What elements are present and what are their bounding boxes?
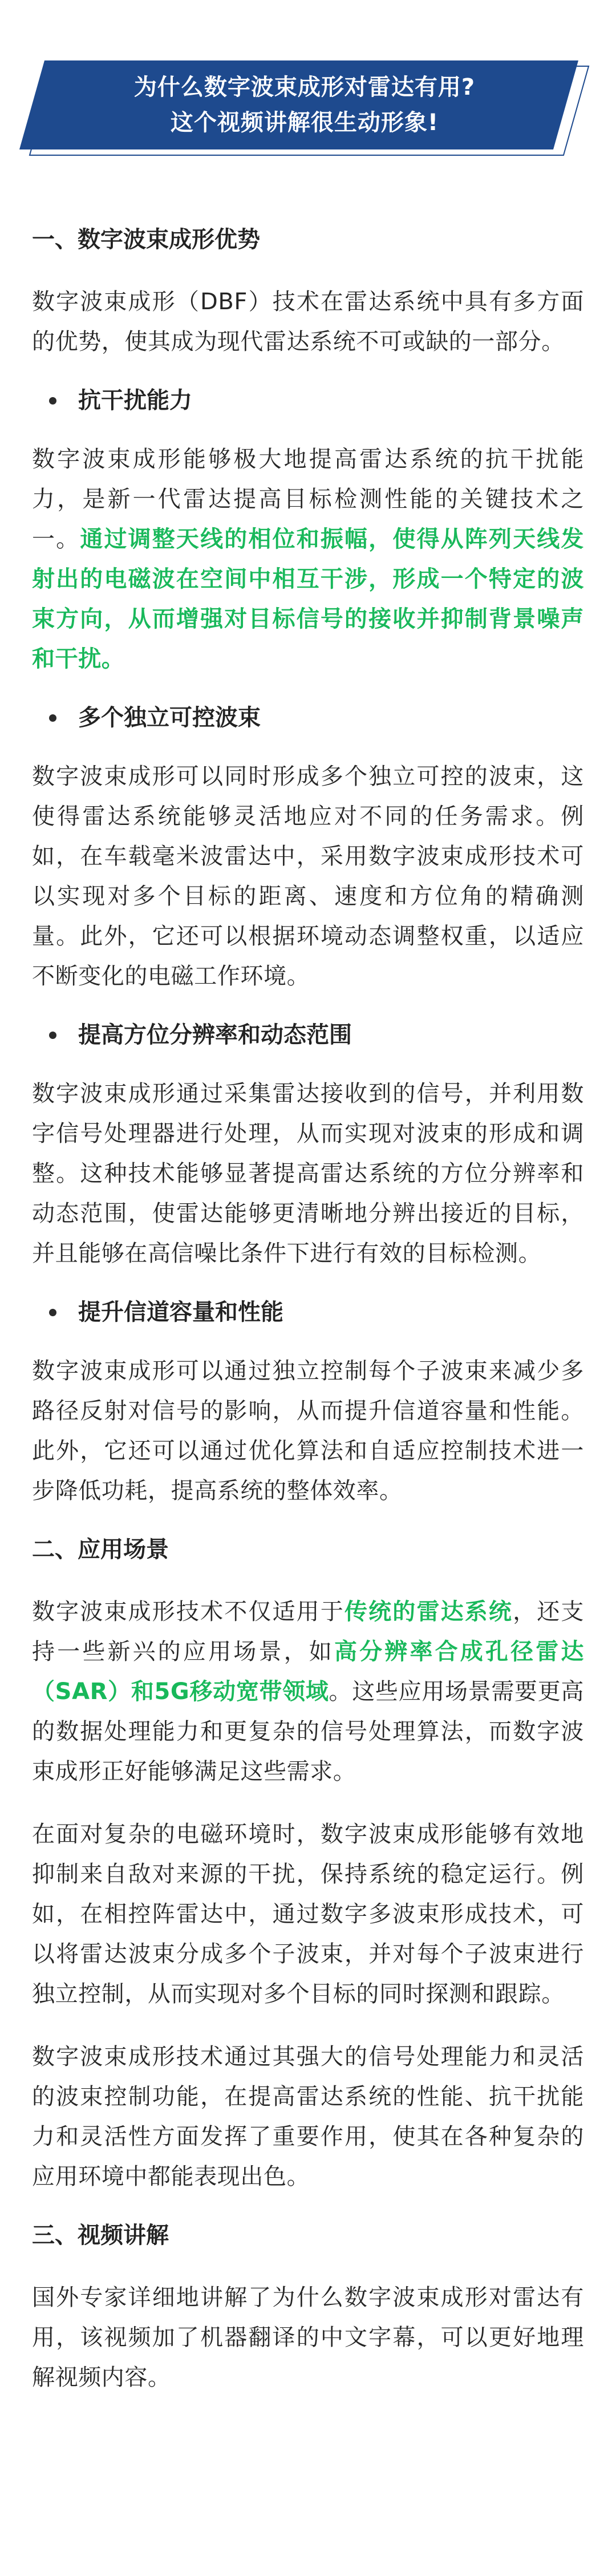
bullet-dot-icon — [49, 1032, 56, 1039]
bullet-label: 多个独立可控波束 — [78, 705, 261, 731]
bullet-label: 提高方位分辨率和动态范围 — [78, 1022, 352, 1048]
article-body — [32, 224, 584, 2420]
bullet-resolution — [32, 1019, 584, 1051]
bullet-multiple-beams — [32, 702, 584, 734]
section-heading-applications: 二、应用场景 — [32, 1536, 169, 1563]
bullet-label: 提升信道容量和性能 — [78, 1299, 283, 1325]
paragraph-video: 国外专家详细地讲解了为什么数字波束成形对雷达有用，该视频加了机器翻译的中文字幕，可以更好地理解视频内容。 — [32, 2284, 584, 2391]
paragraph-anti-jamming — [32, 439, 584, 679]
bullet-channel-capacity — [32, 1296, 584, 1328]
paragraph-text: ，还支持一些新兴的应用场景，如 — [32, 1599, 584, 1665]
bullet-dot-icon — [49, 714, 56, 722]
highlight-text: 传统的雷达系统 — [345, 1599, 513, 1625]
section-heading-video: 三、视频讲解 — [32, 2222, 169, 2249]
banner-title-line2: 这个视频讲解很生动形象! — [170, 110, 439, 136]
paragraph-text: 。这些应用场景需要更高的数据处理能力和更复杂的信号处理算法，而数字波束成形正好能够满足这些需求。 — [32, 1679, 584, 1785]
highlight-text: 高分辨率合成孔径雷达（SAR）和5G移动宽带领域 — [32, 1639, 585, 1705]
paragraph-applications — [32, 1592, 584, 1792]
paragraph-text: 数字波束成形技术不仅适用于 — [32, 1599, 345, 1625]
paragraph-summary: 数字波束成形技术通过其强大的信号处理能力和灵活的波束控制功能，在提高雷达系统的性能、抗干扰能力和灵活性方面发挥了重要作用，使其在各种复杂的应用环境中都能表现出色。 — [32, 2044, 584, 2190]
bullet-dot-icon — [49, 397, 56, 405]
banner-title-line1: 为什么数字波束成形对雷达有用? — [133, 74, 476, 100]
paragraph-intro: 数字波束成形（DBF）技术在雷达系统中具有多方面的优势，使其成为现代雷达系统不可或缺的一部分。 — [32, 289, 584, 355]
paragraph-resolution: 数字波束成形通过采集雷达接收到的信号，并利用数字信号处理器进行处理，从而实现对波束的形成和调整。这种技术能够显著提高雷达系统的方位分辨率和动态范围，使雷达能够更清晰地分辨出接近的目标，并且能够在高信噪比条件下进行有效的目标检测。 — [32, 1081, 584, 1267]
highlight-text: 通过调整天线的相位和振幅，使得从阵列天线发射出的电磁波在空间中相互干涉，形成一个特定的波束方向，从而增强对目标信号的接收并抑制背景噪声和干扰。 — [32, 526, 584, 672]
paragraph-text: 数字波束成形能够极大地提高雷达系统的抗干扰能力，是新一代雷达提高目标检测性能的关键技术之一。 — [32, 446, 584, 552]
section-heading-advantages: 一、数字波束成形优势 — [32, 227, 260, 253]
paragraph-channel-capacity: 数字波束成形可以通过独立控制每个子波束来减少多路径反射对信号的影响，从而提升信道容量和性能。此外，它还可以通过优化算法和自适应控制技术进一步降低功耗，提高系统的整体效率。 — [32, 1358, 584, 1504]
bullet-dot-icon — [49, 1309, 56, 1316]
bullet-anti-jamming — [32, 385, 584, 416]
paragraph-interference: 在面对复杂的电磁环境时，数字波束成形能够有效地抑制来自敌对来源的干扰，保持系统的稳定运行。例如，在相控阵雷达中，通过数字多波束形成技术，可以将雷达波束分成多个子波束，并对每个子波束进行独立控制，从而实现对多个目标的同时探测和跟踪。 — [32, 1821, 584, 2007]
title-banner — [19, 59, 590, 156]
bullet-label: 抗干扰能力 — [78, 387, 192, 414]
paragraph-multiple-beams: 数字波束成形可以同时形成多个独立可控的波束，这使得雷达系统能够灵活地应对不同的任务需求。例如，在车载毫米波雷达中，采用数字波束成形技术可以实现对多个目标的距离、速度和方位角的精确测量。此外，它还可以根据环境动态调整权重，以适应不断变化的电磁工作环境。 — [32, 763, 584, 989]
